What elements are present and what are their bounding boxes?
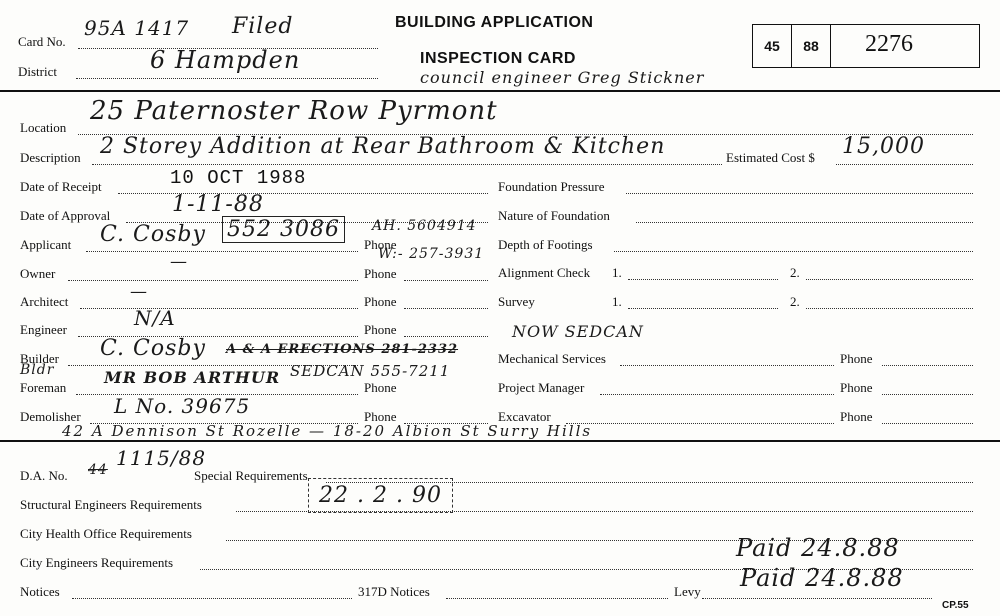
architect-phone-dots bbox=[404, 308, 488, 309]
builder-struck: A & A ERECTIONS 281-2332 bbox=[226, 342, 459, 357]
nature-of-foundation-dots bbox=[636, 222, 973, 223]
depth-of-footings-label: Depth of Footings bbox=[498, 237, 593, 252]
applicant-value: C. Cosby bbox=[100, 222, 206, 247]
location-value: 25 Paternoster Row Pyrmont bbox=[90, 96, 498, 126]
estimated-cost-dots bbox=[836, 164, 973, 165]
excavator-dots bbox=[566, 423, 834, 424]
demolisher-label: Demolisher bbox=[20, 409, 81, 424]
builder-now-note: NOW SEDCAN bbox=[512, 322, 644, 341]
city-health-label: City Health Office Requirements bbox=[20, 526, 192, 541]
project-manager-label: Project Manager bbox=[498, 380, 585, 395]
survey-label: Survey bbox=[498, 294, 535, 309]
applicant-phone-value: 552 3086 bbox=[222, 216, 345, 243]
alignment-num1: 1. bbox=[612, 265, 622, 280]
alignment-num2: 2. bbox=[790, 265, 800, 280]
date-of-receipt-label: Date of Receipt bbox=[20, 179, 102, 194]
nature-of-foundation-label: Nature of Foundation bbox=[498, 208, 610, 223]
excavator-label: Excavator bbox=[498, 409, 551, 424]
description-dots bbox=[92, 164, 722, 165]
special-requirements-value: 22 . 2 . 90 bbox=[308, 478, 453, 513]
date-of-approval-label: Date of Approval bbox=[20, 208, 111, 223]
mechanical-phone-dots bbox=[882, 365, 973, 366]
middle-rule bbox=[0, 440, 1000, 442]
alignment-dots-2 bbox=[806, 279, 973, 280]
depth-of-footings-dots bbox=[614, 251, 973, 252]
structural-dots bbox=[236, 511, 973, 512]
description-value: 2 Storey Addition at Rear Bathroom & Kitchen bbox=[100, 134, 666, 159]
header-rule bbox=[0, 90, 1000, 92]
special-requirements-label: Special Requirements bbox=[194, 468, 308, 483]
engineer-phone-dots bbox=[404, 336, 488, 337]
architect-dots bbox=[80, 308, 358, 309]
owner-value: — bbox=[170, 252, 188, 272]
box-b: 88 bbox=[792, 25, 831, 67]
engineer-label: Engineer bbox=[20, 322, 67, 337]
notices-317d-dots bbox=[446, 598, 668, 599]
card-no-value: 95A 1417 bbox=[84, 16, 190, 40]
demolisher-value: L No. 39675 bbox=[114, 394, 251, 418]
mechanical-phone-label: Phone bbox=[840, 351, 873, 366]
alignment-check-label: Alignment Check bbox=[498, 265, 591, 280]
survey-dots-1 bbox=[628, 308, 778, 309]
foundation-pressure-dots bbox=[626, 193, 973, 194]
paid-note-1: Paid 24.8.88 bbox=[736, 534, 900, 562]
title-line-1: BUILDING APPLICATION bbox=[395, 14, 594, 31]
owner-label: Owner bbox=[20, 266, 56, 281]
builder-label: Builder bbox=[20, 351, 59, 366]
applicant-phone-w: W:- 257-3931 bbox=[378, 246, 485, 262]
da-no-struck: 44 bbox=[88, 462, 108, 478]
card-no-label: Card No. bbox=[18, 34, 66, 49]
survey-num2: 2. bbox=[790, 294, 800, 309]
mechanical-services-label: Mechanical Services bbox=[498, 351, 606, 366]
foundation-pressure-label: Foundation Pressure bbox=[498, 179, 605, 194]
paid-note-2: Paid 24.8.88 bbox=[740, 564, 904, 592]
alignment-dots-1 bbox=[628, 279, 778, 280]
levy-dots bbox=[702, 598, 932, 599]
box-a: 45 bbox=[753, 25, 792, 67]
excavator-phone-dots bbox=[882, 423, 973, 424]
district-value: 6 Hampden bbox=[150, 46, 301, 74]
da-no-value: 1115/88 bbox=[116, 446, 207, 470]
owner-phone-label: Phone bbox=[364, 266, 397, 281]
builder-value: C. Cosby bbox=[100, 336, 206, 361]
district-dots bbox=[76, 78, 378, 79]
excavator-phone-label: Phone bbox=[840, 409, 873, 424]
estimated-cost-value: 15,000 bbox=[842, 134, 925, 159]
estimated-cost-label: Estimated Cost $ bbox=[726, 150, 815, 165]
card-number-box bbox=[752, 24, 980, 68]
owner-dots bbox=[68, 280, 358, 281]
da-no-label: D.A. No. bbox=[20, 468, 68, 483]
foreman-value: MR BOB ARTHUR bbox=[104, 368, 281, 387]
notices-label: Notices bbox=[20, 584, 60, 599]
title-line-2: INSPECTION CARD bbox=[420, 50, 576, 67]
foreman-label: Foreman bbox=[20, 380, 67, 395]
survey-dots-2 bbox=[806, 308, 973, 309]
project-manager-phone-dots bbox=[882, 394, 973, 395]
engineer-phone-label: Phone bbox=[364, 322, 397, 337]
box-number: 2276 bbox=[865, 31, 913, 57]
applicant-phone-ah: AH. 5604914 bbox=[372, 218, 477, 234]
levy-label: Levy bbox=[674, 584, 701, 599]
foreman-phone-value: SEDCAN 555-7211 bbox=[290, 362, 451, 380]
project-manager-dots bbox=[600, 394, 834, 395]
address-line: 42 A Dennison St Rozelle — 18-20 Albion St Surry Hills bbox=[62, 422, 593, 440]
form-code: CP.55 bbox=[942, 600, 969, 611]
foreman-bldr-note: Bldr bbox=[20, 362, 55, 378]
notices-dots bbox=[72, 598, 352, 599]
date-of-approval-value: 1-11-88 bbox=[172, 192, 264, 217]
architect-value: — bbox=[130, 282, 148, 302]
city-engineers-label: City Engineers Requirements bbox=[20, 555, 174, 570]
owner-phone-dots bbox=[404, 280, 488, 281]
structural-label: Structural Engineers Requirements bbox=[20, 497, 202, 512]
architect-phone-label: Phone bbox=[364, 294, 397, 309]
applicant-dots bbox=[86, 251, 358, 252]
foreman-phone-label: Phone bbox=[364, 380, 397, 395]
applicant-phone-label: Phone bbox=[364, 237, 397, 252]
location-label: Location bbox=[20, 120, 67, 135]
mechanical-services-dots bbox=[620, 365, 834, 366]
card-no-note: Filed bbox=[232, 14, 294, 39]
date-of-receipt-value: 10 OCT 1988 bbox=[170, 167, 307, 189]
description-label: Description bbox=[20, 150, 81, 165]
architect-label: Architect bbox=[20, 294, 69, 309]
engineer-value: N/A bbox=[134, 306, 176, 330]
district-label: District bbox=[18, 64, 57, 79]
demolisher-phone-label: Phone bbox=[364, 409, 397, 424]
project-manager-phone-label: Phone bbox=[840, 380, 873, 395]
applicant-label: Applicant bbox=[20, 237, 72, 252]
survey-num1: 1. bbox=[612, 294, 622, 309]
engineer-note: council engineer Greg Stickner bbox=[420, 68, 705, 87]
notices-317d-label: 317D Notices bbox=[358, 584, 430, 599]
